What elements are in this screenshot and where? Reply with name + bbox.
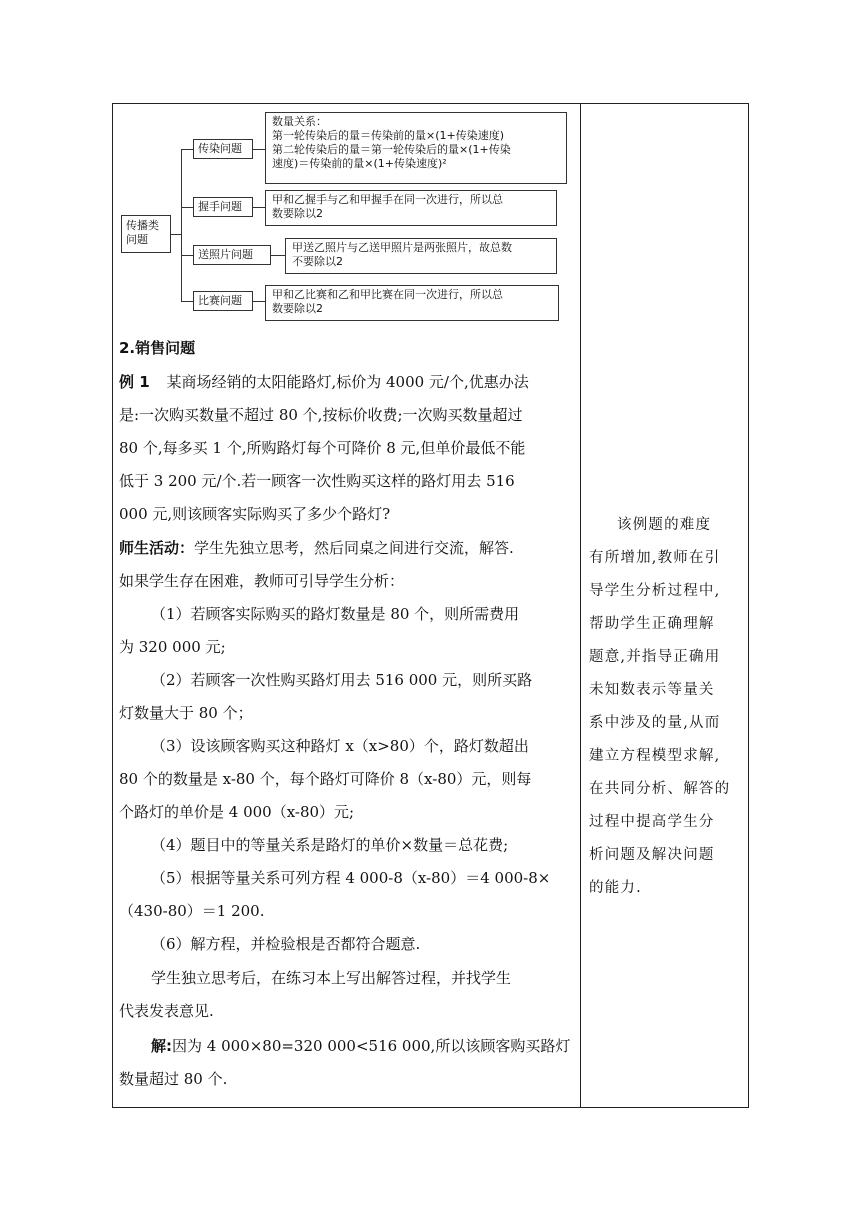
connector bbox=[171, 234, 181, 235]
activity-line bbox=[119, 538, 514, 558]
connector bbox=[181, 149, 193, 150]
category-label: 送照片问题 bbox=[198, 248, 253, 261]
note-line: 导学生分析过程中, bbox=[589, 583, 721, 599]
desc-line: 甲和乙比赛和乙和甲比赛在同一次进行，所以总 bbox=[272, 288, 503, 301]
step-text: 个路灯的单价是 4 000（x-80）元; bbox=[119, 803, 355, 821]
example-text: 80 个,每多买 1 个,所购路灯每个可降价 8 元,但单价最低不能 bbox=[119, 439, 526, 457]
connector bbox=[181, 301, 193, 302]
column-divider bbox=[580, 104, 581, 1107]
desc-match bbox=[265, 285, 559, 321]
example-label: 例 1 bbox=[119, 373, 150, 391]
category-handshake bbox=[193, 197, 253, 217]
note-line: 未知数表示等量关 bbox=[589, 682, 715, 698]
desc-line: 甲和乙握手与乙和甲握手在同一次进行，所以总 bbox=[272, 193, 503, 206]
desc-line: 数要除以2 bbox=[272, 302, 323, 315]
propagation-diagram bbox=[119, 110, 575, 326]
step-text: （2）若顾客一次性购买路灯用去 516 000 元，则所买路 bbox=[151, 671, 533, 689]
desc-line: 第一轮传染后的量＝传染前的量×(1+传染速度) bbox=[272, 129, 505, 142]
note-line: 过程中提高学生分 bbox=[589, 814, 715, 830]
example-text: 某商场经销的太阳能路灯,标价为 4000 元/个,优惠办法 bbox=[166, 373, 529, 391]
solution-line bbox=[151, 1036, 570, 1056]
lesson-table bbox=[112, 103, 749, 1108]
note-line: 的能力. bbox=[589, 880, 642, 896]
activity-text: 如果学生存在困难，教师可引导学生分析： bbox=[119, 572, 405, 590]
example-text: 低于 3 200 元/个.若一顾客一次性购买这样的路灯用去 516 bbox=[119, 472, 515, 490]
step-text: 80 个的数量是 x-80 个，每个路灯可降价 8（x-80）元，则每 bbox=[119, 770, 532, 788]
connector bbox=[181, 149, 182, 301]
step-text: （3）设该顾客购买这种路灯 x（x>80）个，路灯数超出 bbox=[151, 737, 529, 755]
root-box bbox=[121, 215, 171, 253]
note-line: 建立方程模型求解, bbox=[589, 748, 721, 764]
section-title: 2.销售问题 bbox=[119, 339, 196, 357]
desc-line: 第二轮传染后的量＝第一轮传染后的量×(1+传染 bbox=[272, 143, 511, 156]
example-text: 是:一次购买数量不超过 80 个,按标价收费;一次购买数量超过 bbox=[119, 406, 523, 424]
note-line: 有所增加,教师在引 bbox=[589, 550, 721, 566]
note-line: 析问题及解决问题 bbox=[589, 847, 715, 863]
activity-text: 学生先独立思考，然后同桌之间进行交流，解答. bbox=[194, 539, 514, 557]
step-text: （1）若顾客实际购买的路灯数量是 80 个，则所需费用 bbox=[151, 605, 520, 623]
note-line: 该例题的难度 bbox=[617, 517, 712, 533]
desc-line: 不要除以2 bbox=[292, 255, 343, 268]
step-text: 为 320 000 元; bbox=[119, 638, 226, 656]
category-photo bbox=[193, 245, 271, 265]
category-label: 比赛问题 bbox=[198, 294, 242, 307]
step-text: （6）解方程，并检验根是否都符合题意. bbox=[151, 935, 421, 953]
note-line: 在共同分析、解答的 bbox=[589, 781, 731, 797]
note-line: 题意,并指导正确用 bbox=[589, 649, 721, 665]
step-text: 代表发表意见. bbox=[119, 1002, 214, 1020]
desc-line: 速度)＝传染前的量×(1+传染速度)² bbox=[272, 157, 447, 170]
desc-handshake bbox=[265, 190, 557, 226]
solution-text: 数量超过 80 个. bbox=[119, 1070, 228, 1088]
step-text: （5）根据等量关系可列方程 4 000-8（x-80）＝4 000-8× bbox=[151, 869, 551, 887]
root-label: 传播类 问题 bbox=[126, 219, 159, 246]
connector bbox=[253, 149, 265, 150]
category-match bbox=[193, 291, 253, 311]
note-line: 系中涉及的量,从而 bbox=[589, 715, 721, 731]
connector bbox=[181, 255, 193, 256]
category-infection bbox=[193, 139, 253, 159]
step-text: 灯数量大于 80 个； bbox=[119, 704, 253, 722]
example-line bbox=[119, 372, 529, 392]
connector bbox=[181, 207, 193, 208]
desc-line: 甲送乙照片与乙送甲照片是两张照片，故总数 bbox=[292, 241, 512, 254]
step-text: 学生独立思考后，在练习本上写出解答过程，并找学生 bbox=[151, 969, 512, 987]
solution-text: 因为 4 000×80=320 000<516 000,所以该顾客购买路灯 bbox=[172, 1037, 571, 1055]
category-label: 握手问题 bbox=[198, 200, 242, 213]
example-text: 000 元,则该顾客实际购买了多少个路灯? bbox=[119, 505, 391, 523]
desc-line: 数要除以2 bbox=[272, 207, 323, 220]
desc-photo bbox=[285, 238, 557, 274]
connector bbox=[253, 207, 265, 208]
step-text: （430-80）＝1 200. bbox=[119, 902, 265, 920]
note-line: 帮助学生正确理解 bbox=[589, 616, 715, 632]
step-text: （4）题目中的等量关系是路灯的单价×数量＝总花费; bbox=[151, 836, 509, 854]
solution-label: 解: bbox=[151, 1037, 172, 1055]
connector bbox=[271, 255, 285, 256]
desc-line: 数量关系： bbox=[272, 115, 327, 128]
category-label: 传染问题 bbox=[198, 142, 242, 155]
desc-infection bbox=[265, 112, 567, 184]
connector bbox=[253, 301, 265, 302]
activity-label: 师生活动： bbox=[119, 539, 195, 557]
